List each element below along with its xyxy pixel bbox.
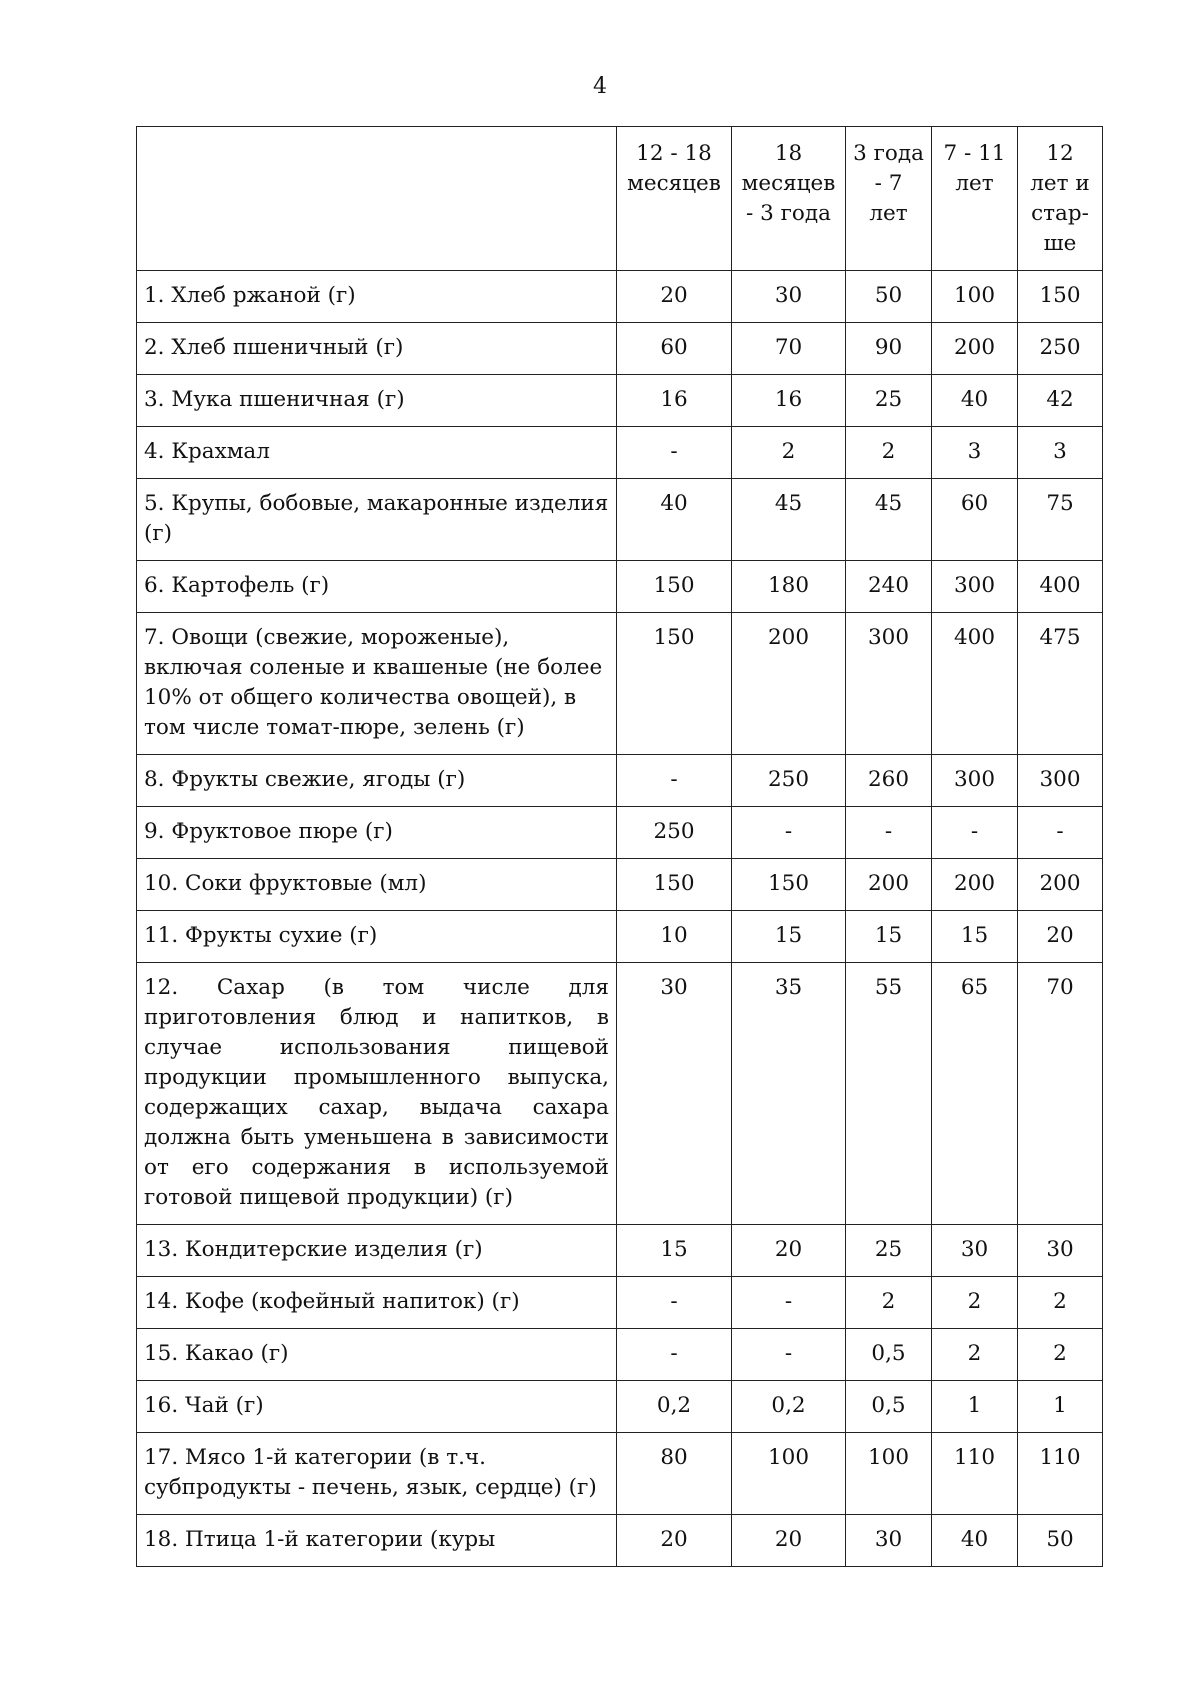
row-value-cell: 200 [732, 613, 846, 755]
row-value-cell: 65 [932, 963, 1018, 1225]
table-row [137, 375, 1103, 427]
row-value-cell: 25 [846, 375, 932, 427]
row-value-cell: 200 [932, 859, 1018, 911]
row-value-cell: 200 [1018, 859, 1103, 911]
row-value-cell: 55 [846, 963, 932, 1225]
row-value-cell: 40 [617, 479, 732, 561]
row-value-cell: 35 [732, 963, 846, 1225]
column-header-product [137, 127, 617, 271]
row-value-cell: 30 [617, 963, 732, 1225]
row-value-cell: 400 [932, 613, 1018, 755]
row-product-name: 15. Какао (г) [137, 1329, 617, 1381]
table-row [137, 561, 1103, 613]
row-value-cell: 200 [932, 323, 1018, 375]
row-value-cell: 70 [1018, 963, 1103, 1225]
row-value-cell: - [732, 1277, 846, 1329]
row-value-cell: 50 [1018, 1515, 1103, 1567]
row-value-cell: 30 [1018, 1225, 1103, 1277]
table-row [137, 1225, 1103, 1277]
row-value-cell: 20 [617, 271, 732, 323]
row-product-name: 5. Крупы, бобовые, макаронные изделия (г) [137, 479, 617, 561]
row-value-cell: 150 [617, 859, 732, 911]
table-row [137, 427, 1103, 479]
table-row [137, 1277, 1103, 1329]
row-value-cell: 2 [846, 427, 932, 479]
table-row [137, 1433, 1103, 1515]
row-product-name: 7. Овощи (свежие, мороженые), включая соленые и квашеные (не более 10% от общего количества овощей), в том числе томат-пюре, зелень (г) [137, 613, 617, 755]
row-value-cell: 2 [732, 427, 846, 479]
row-value-cell: 110 [932, 1433, 1018, 1515]
row-value-cell: 16 [732, 375, 846, 427]
row-product-name: 8. Фрукты свежие, ягоды (г) [137, 755, 617, 807]
table-row [137, 479, 1103, 561]
row-product-name: 9. Фруктовое пюре (г) [137, 807, 617, 859]
row-value-cell: 250 [1018, 323, 1103, 375]
row-value-cell: 75 [1018, 479, 1103, 561]
row-value-cell: 50 [846, 271, 932, 323]
table-row [137, 271, 1103, 323]
row-value-cell: 60 [617, 323, 732, 375]
row-value-cell: 250 [732, 755, 846, 807]
row-value-cell: 0,2 [732, 1381, 846, 1433]
row-value-cell: 2 [1018, 1329, 1103, 1381]
row-value-cell: 60 [932, 479, 1018, 561]
table-row [137, 755, 1103, 807]
row-value-cell: 1 [1018, 1381, 1103, 1433]
row-value-cell: 15 [732, 911, 846, 963]
table-header-row [137, 127, 1103, 271]
row-value-cell: - [846, 807, 932, 859]
row-product-name: 12. Сахар (в том числе для приготовления блюд и напитков, в случае использования пищевой продукции промышленного выпуска, содержащих сахар, выдача сахара должна быть уменьшена в зависимости от его содержания в используемой готовой пищевой продукции) (г) [137, 963, 617, 1225]
row-value-cell: 100 [932, 271, 1018, 323]
column-header-age-3-7y: 3 года - 7 лет [846, 127, 932, 271]
row-product-name: 2. Хлеб пшеничный (г) [137, 323, 617, 375]
row-value-cell: 100 [732, 1433, 846, 1515]
row-value-cell: 240 [846, 561, 932, 613]
table-row [137, 613, 1103, 755]
row-value-cell: 3 [1018, 427, 1103, 479]
row-value-cell: 2 [1018, 1277, 1103, 1329]
row-value-cell: 40 [932, 1515, 1018, 1567]
row-value-cell: 2 [932, 1277, 1018, 1329]
row-value-cell: 180 [732, 561, 846, 613]
row-value-cell: 20 [732, 1515, 846, 1567]
row-value-cell: 20 [732, 1225, 846, 1277]
page-number: 4 [593, 74, 607, 99]
row-value-cell: 30 [846, 1515, 932, 1567]
row-value-cell: - [732, 1329, 846, 1381]
row-value-cell: 150 [617, 613, 732, 755]
row-value-cell: 300 [932, 755, 1018, 807]
row-value-cell: 20 [617, 1515, 732, 1567]
row-value-cell: - [617, 1329, 732, 1381]
table-body [137, 271, 1103, 1567]
row-value-cell: - [932, 807, 1018, 859]
row-value-cell: - [617, 427, 732, 479]
row-product-name: 18. Птица 1-й категории (куры [137, 1515, 617, 1567]
row-value-cell: 45 [846, 479, 932, 561]
row-value-cell: - [617, 755, 732, 807]
row-value-cell: 25 [846, 1225, 932, 1277]
row-product-name: 4. Крахмал [137, 427, 617, 479]
row-value-cell: 15 [932, 911, 1018, 963]
row-value-cell: 42 [1018, 375, 1103, 427]
row-value-cell: 150 [732, 859, 846, 911]
row-product-name: 3. Мука пшеничная (г) [137, 375, 617, 427]
column-header-age-7-11y: 7 - 11 лет [932, 127, 1018, 271]
row-value-cell: 30 [732, 271, 846, 323]
row-product-name: 1. Хлеб ржаной (г) [137, 271, 617, 323]
table-row [137, 323, 1103, 375]
row-value-cell: 80 [617, 1433, 732, 1515]
row-value-cell: - [617, 1277, 732, 1329]
row-value-cell: 10 [617, 911, 732, 963]
row-value-cell: 45 [732, 479, 846, 561]
row-value-cell: 200 [846, 859, 932, 911]
row-value-cell: - [1018, 807, 1103, 859]
row-product-name: 13. Кондитерские изделия (г) [137, 1225, 617, 1277]
row-value-cell: 0,2 [617, 1381, 732, 1433]
row-value-cell: 260 [846, 755, 932, 807]
row-value-cell: 90 [846, 323, 932, 375]
table-row [137, 1381, 1103, 1433]
row-value-cell: 475 [1018, 613, 1103, 755]
table-row [137, 1515, 1103, 1567]
row-value-cell: 0,5 [846, 1329, 932, 1381]
column-header-age-18m-3y: 18 месяцев - 3 года [732, 127, 846, 271]
row-value-cell: 150 [1018, 271, 1103, 323]
row-value-cell: 3 [932, 427, 1018, 479]
table-row [137, 1329, 1103, 1381]
row-value-cell: 40 [932, 375, 1018, 427]
row-value-cell: 250 [617, 807, 732, 859]
row-value-cell: 2 [932, 1329, 1018, 1381]
row-product-name: 10. Соки фруктовые (мл) [137, 859, 617, 911]
table-row [137, 963, 1103, 1225]
row-value-cell: 0,5 [846, 1381, 932, 1433]
row-value-cell: 100 [846, 1433, 932, 1515]
row-value-cell: 110 [1018, 1433, 1103, 1515]
row-value-cell: 2 [846, 1277, 932, 1329]
row-product-name: 17. Мясо 1-й категории (в т.ч. субпродукты - печень, язык, сердце) (г) [137, 1433, 617, 1515]
table-row [137, 807, 1103, 859]
row-value-cell: 15 [617, 1225, 732, 1277]
row-product-name: 14. Кофе (кофейный напиток) (г) [137, 1277, 617, 1329]
food-norms-table [136, 126, 1103, 1567]
row-value-cell: 20 [1018, 911, 1103, 963]
row-value-cell: 1 [932, 1381, 1018, 1433]
row-value-cell: - [732, 807, 846, 859]
row-value-cell: 30 [932, 1225, 1018, 1277]
row-value-cell: 70 [732, 323, 846, 375]
column-header-age-12-18m: 12 - 18 месяцев [617, 127, 732, 271]
table-row [137, 911, 1103, 963]
table-row [137, 859, 1103, 911]
row-value-cell: 16 [617, 375, 732, 427]
row-product-name: 6. Картофель (г) [137, 561, 617, 613]
column-header-age-12plus: 12 лет и стар-ше [1018, 127, 1103, 271]
row-value-cell: 300 [932, 561, 1018, 613]
row-value-cell: 15 [846, 911, 932, 963]
row-value-cell: 300 [846, 613, 932, 755]
row-value-cell: 150 [617, 561, 732, 613]
row-product-name: 11. Фрукты сухие (г) [137, 911, 617, 963]
row-value-cell: 300 [1018, 755, 1103, 807]
row-product-name: 16. Чай (г) [137, 1381, 617, 1433]
row-value-cell: 400 [1018, 561, 1103, 613]
